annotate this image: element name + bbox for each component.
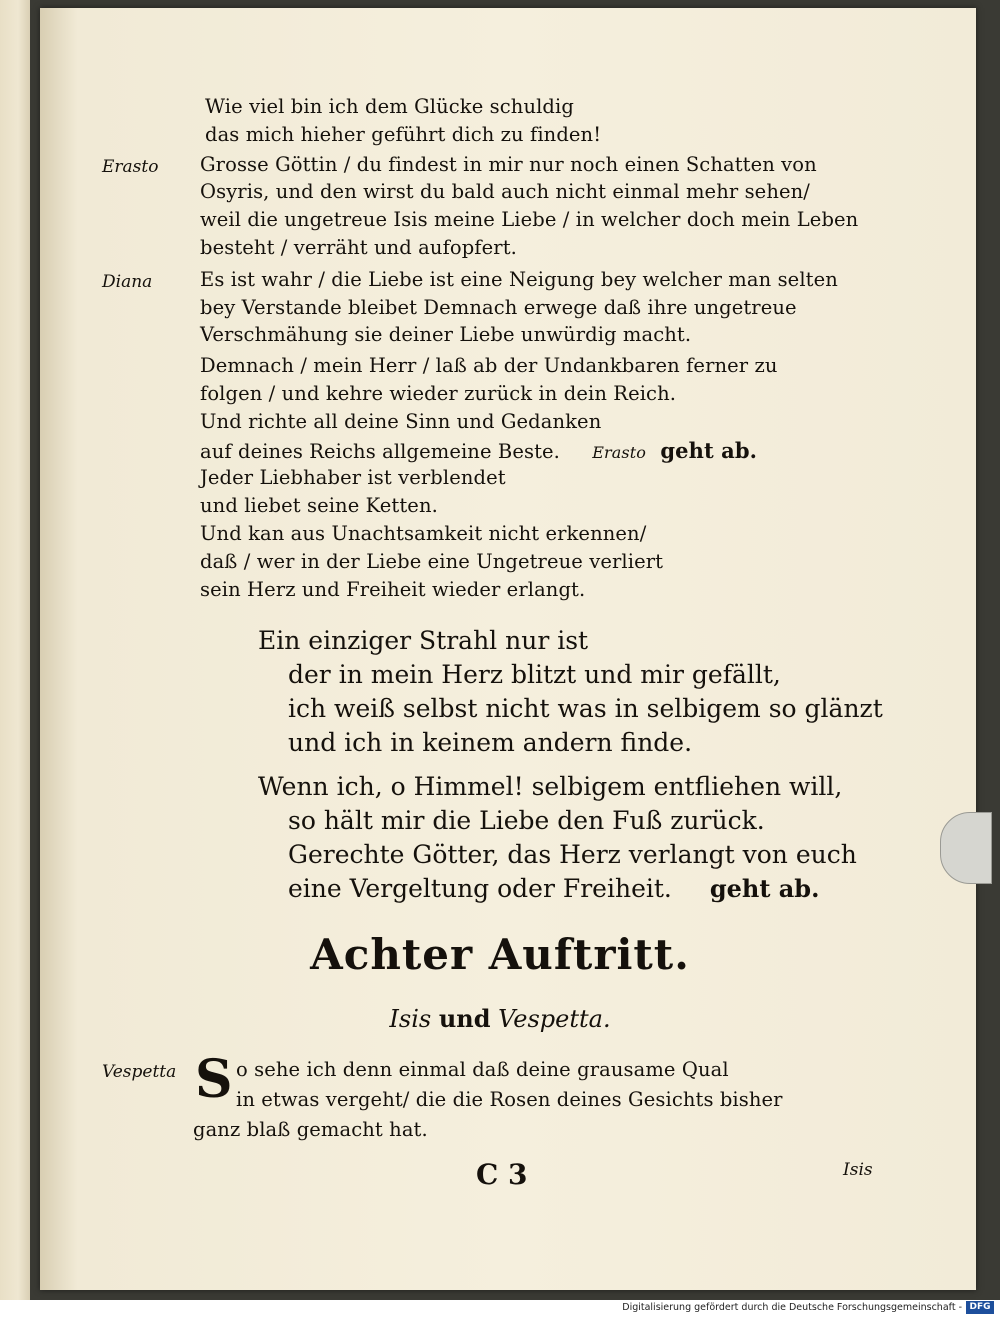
scene-person-isis: Isis [389,1005,432,1033]
aria-exit-direction: geht ab. [709,874,820,903]
dfg-logo: DFG [966,1301,994,1314]
aria-line: der in mein Herz blitzt und mir gefällt, [288,660,781,689]
text-line: Jeder Liebhaber ist verblendet [200,466,506,489]
text-line: und liebet seine Ketten. [200,494,438,517]
exit-speaker: Erasto [592,443,647,462]
text-line: Osyris, und den wirst du bald auch nicht einmal mehr sehen/ [200,180,810,203]
funding-note: Digitalisierung gefördert durch die Deutsche Forschungsgemeinschaft - [622,1302,962,1313]
aria-line: Wenn ich, o Himmel! selbigem entfliehen will, [258,772,843,801]
text-line: Wie viel bin ich dem Glücke schuldig [205,95,574,118]
aria-line-segment: eine Vergeltung oder Freiheit. [288,874,672,903]
scene-title: Achter Auftritt. [310,930,690,979]
aria-line: so hält mir die Liebe den Fuß zurück. [288,806,765,835]
text-line: Und richte all deine Sinn und Gedanken [200,410,602,433]
text-line: Und kan aus Unachtsamkeit nicht erkennen/ [200,522,647,545]
text-line-segment: auf deines Reichs allgemeine Beste. [200,440,560,463]
text-line: weil die ungetreue Isis meine Liebe / in welcher doch mein Leben [200,208,859,231]
aria-line: ich weiß selbst nicht was in selbigem so glänzt [288,694,883,723]
aria-line: und ich in keinem andern finde. [288,728,693,757]
text-line: folgen / und kehre wieder zurück in dein Reich. [200,382,677,405]
speaker-diana: Diana [102,272,153,292]
text-line: das mich hieher geführt dich zu finden! [205,123,602,146]
scene-conjunction: und [438,1004,491,1033]
text-line [200,438,757,463]
text-line: besteht / verräht und aufopfert. [200,236,517,259]
signature-mark: C 3 [476,1158,528,1191]
scene-persons [0,1004,1000,1033]
aria-line [288,874,819,903]
aria-line: Ein einziger Strahl nur ist [258,626,589,655]
text-line: ganz blaß gemacht hat. [193,1118,428,1141]
text-line: Es ist wahr / die Liebe ist eine Neigung bey welcher man selten [200,268,838,291]
text-line: Grosse Göttin / du findest in mir nur noch einen Schatten von [200,153,817,176]
speaker-erasto: Erasto [102,157,159,177]
scene-person-vespetta: Vespetta. [498,1005,611,1033]
text-line: sein Herz und Freiheit wieder erlangt. [200,578,586,601]
page-turn-tab[interactable] [940,812,992,884]
previous-page-edge [0,0,30,1300]
aria-line: Gerechte Götter, das Herz verlangt von euch [288,840,857,869]
text-line: Verschmähung sie deiner Liebe unwürdig macht. [200,323,692,346]
drop-cap-initial: S [195,1049,233,1110]
text-line: in etwas vergeht/ die die Rosen deines Gesichts bisher [236,1088,783,1111]
text-line: bey Verstande bleibet Demnach erwege daß ihre ungetreue [200,296,797,319]
exit-direction: geht ab. [660,438,758,463]
text-line: daß / wer in der Liebe eine Ungetreue verliert [200,550,664,573]
text-line: o sehe ich denn einmal daß deine grausame Qual [236,1058,729,1081]
catchword: Isis [843,1160,873,1180]
speaker-vespetta: Vespetta [102,1062,177,1082]
text-line: Demnach / mein Herr / laß ab der Undankbaren ferner zu [200,354,778,377]
